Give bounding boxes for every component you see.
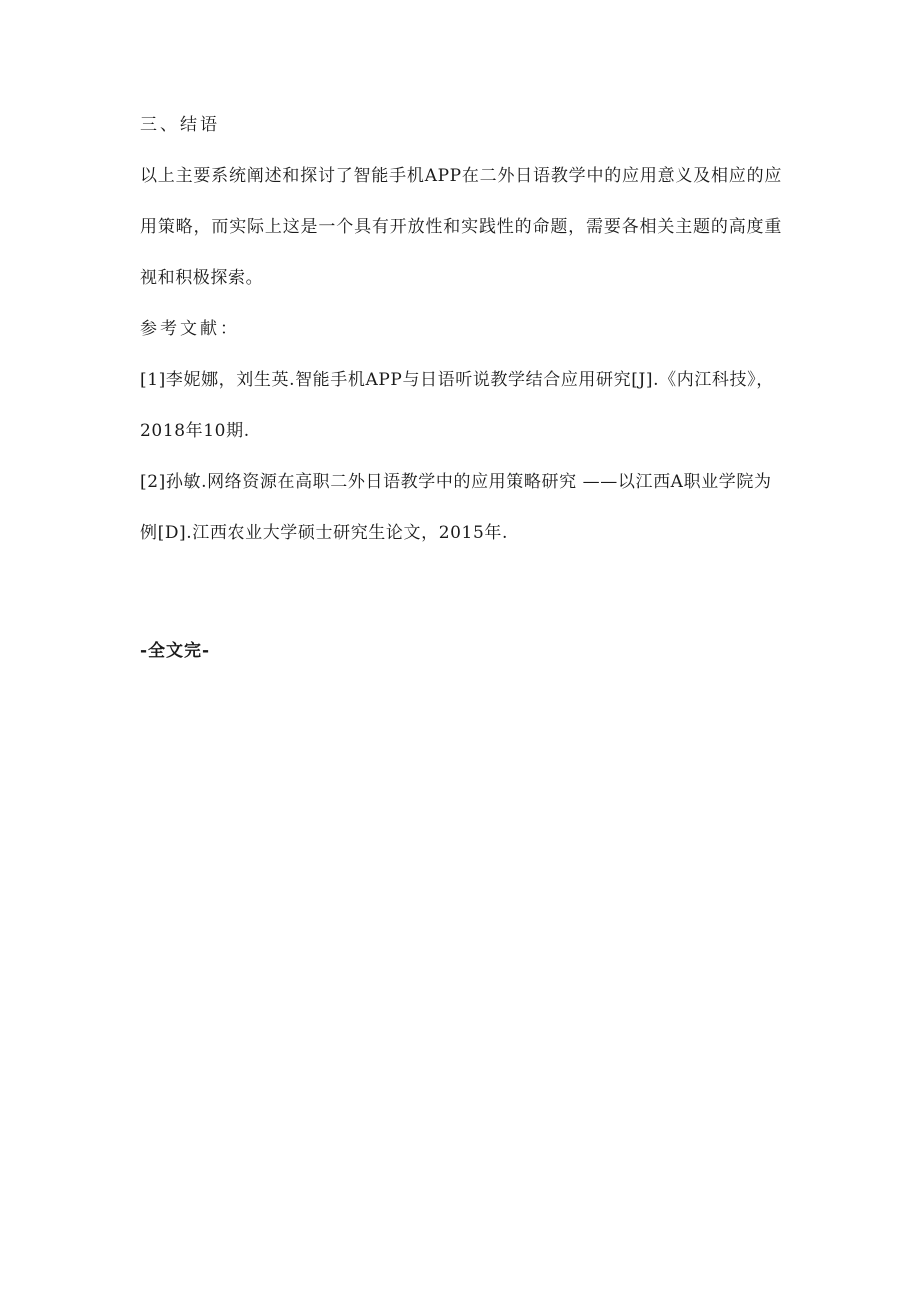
reference-item-1: [1]李妮娜，刘生英.智能手机APP与日语听说教学结合应用研究[J].《内江科技》，2018年10期. [140,370,774,441]
document-body [140,108,782,559]
section-heading: 三、结语 [140,115,220,135]
conclusion-paragraph: 以上主要系统阐述和探讨了智能手机APP在二外日语教学中的应用意义及相应的应用策略，而实际上这是一个具有开放性和实践性的命题，需要各相关主题的高度重视和积极探索。 [140,166,782,288]
reference-item-2: [2]孙敏.网络资源在高职二外日语教学中的应用策略研究 ——以江西A职业学院为例[D].江西农业大学硕士研究生论文，2015年. [140,472,772,543]
references-title: 参考文献： [140,319,240,339]
end-of-document-mark: -全文完- [140,641,211,661]
reference-list [140,355,782,559]
